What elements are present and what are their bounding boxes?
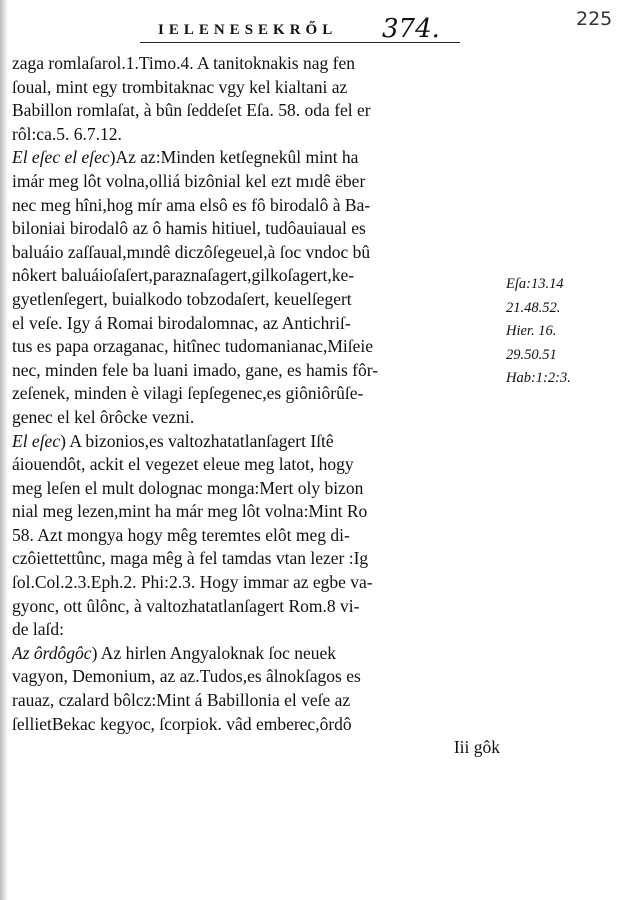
text-line [12,618,504,642]
text-line [12,217,504,241]
line-text: czôiettettûnc, maga mêg à fel tamdas vtan lezer :Ig [12,548,369,569]
text-line [12,642,504,666]
line-text: tus es papa orzaganac, hitînec tudomanianac,Miſeie [12,336,374,357]
line-text: )Az az:Minden ketſegnekûl mint ha [109,147,359,168]
text-line [12,500,504,524]
line-text: meg leſen el mult dolognac monga:Mert oly bizon [12,477,364,498]
line-text: ) A bizonios,es valtozhatatlanſagert Iſtê [60,430,334,451]
text-line [12,477,504,501]
line-text: Babillon romlaſat, à bûn ſeddeſet Eſa. 58. oda fel er [12,100,371,121]
text-line [12,52,504,76]
line-text: baluáio zaſſaual,mındê diczôſegeuel,à ſoc vndoc bû [12,241,371,262]
text-line [12,689,504,713]
text-line [12,359,504,383]
margin-notes [506,273,616,391]
line-text: ſellietBekac kegyoc, ſcorpiok. vâd emberec,ôrdô [12,713,352,734]
margin-note: Eſa:13.14 [506,276,564,292]
text-line [12,453,504,477]
page-number: 374. [382,14,440,44]
text-line [12,76,504,100]
text-line [12,595,504,619]
header-rule [140,42,460,43]
lemma: Az ôrdôgôc [12,642,92,663]
text-line [12,194,504,218]
line-text: nôkert baluáioſaſert,paraznaſagert,gilkoſagert,ke- [12,265,355,286]
text-line [12,170,504,194]
line-text: rauaz, czalard bôlcz:Mint á Babillonia el veſe az [12,690,351,711]
line-text: ſoual, mint egy trombitaknac vgy kel kialtani az [12,76,348,97]
lemma: El eſec [12,430,61,451]
text-line [12,713,504,737]
line-text: rôl:ca.5. 6.7.12. [12,123,122,144]
text-line [12,99,504,123]
text-line [12,335,504,359]
text-line [12,312,504,336]
text-line [12,382,504,406]
line-text: ) Az hirlen Angyaloknak ſoc neuek [91,642,337,663]
text-line [12,123,504,147]
body-text [12,52,504,760]
line-text: Iii gôk [453,737,500,758]
text-line [12,241,504,265]
text-line [12,571,504,595]
text-line [12,288,504,312]
lemma: El eſec el eſec [12,147,110,168]
text-line [12,146,504,170]
line-text: imár meg lôt volna,olliá bizônial kel ezt mıdê ëber [12,170,366,191]
line-text: áiouendôt, ackit el vegezet eleue meg latot, hogy [12,454,354,475]
text-line [12,430,504,454]
line-text: gyetlenſegert, buialkodo tobzodaſert, keuelſegert [12,288,352,309]
text-line [12,665,504,689]
margin-note: Hab:1:2:3. [506,370,571,387]
margin-note: 29.50.51 [506,346,557,363]
line-text: nec meg hîni,hog mír ama elsô es fô birodalô à Ba- [12,194,371,215]
line-text: 58. Azt mongya hogy mêg teremtes elôt meg di- [12,524,350,545]
line-text: el veſe. Igy á Romai birodalomnac, az Antichriſ- [12,312,351,333]
line-text: vagyon, Demonium, az az.Tudos,es âlnokſagos es [12,666,361,687]
line-text: de laſd: [12,619,64,640]
line-text: zeſenek, minden è vilagi ſepſegenec,es giôniôrûſe- [12,383,364,404]
line-text: nial meg lezen,mint ha már meg lôt volna:Mint Ro [12,501,368,522]
text-line [12,547,504,571]
line-text: zaga romlaſarol.1.Timo.4. A tanitoknakis nag fen [12,53,355,73]
line-text: genec el kel ôrôcke vezni. [12,406,195,427]
line-text: gyonc, ott ûlônc, à valtozhatatlanſagert Rom.8 vi- [12,595,360,616]
line-text: biloniai birodalô az ô hamis hitiuel, tudôauiaual es [12,218,366,239]
text-line [12,524,504,548]
page-header [140,14,480,44]
margin-note: Hier. 16. [506,323,557,340]
line-text: ſol.Col.2.3.Eph.2. Phi:2.3. Hogy immar az egbe va- [12,572,373,593]
handwritten-folio-number: 225 [576,8,613,30]
running-head: IELENESEKRŐL [158,22,338,38]
text-line [12,736,504,760]
text-line [12,264,504,288]
margin-note: 21.48.52. [506,299,561,316]
text-line [12,406,504,430]
line-text: nec, minden fele ba luani imado, gane, es hamis fôr- [12,359,379,380]
page-edge-shadow [0,0,8,900]
